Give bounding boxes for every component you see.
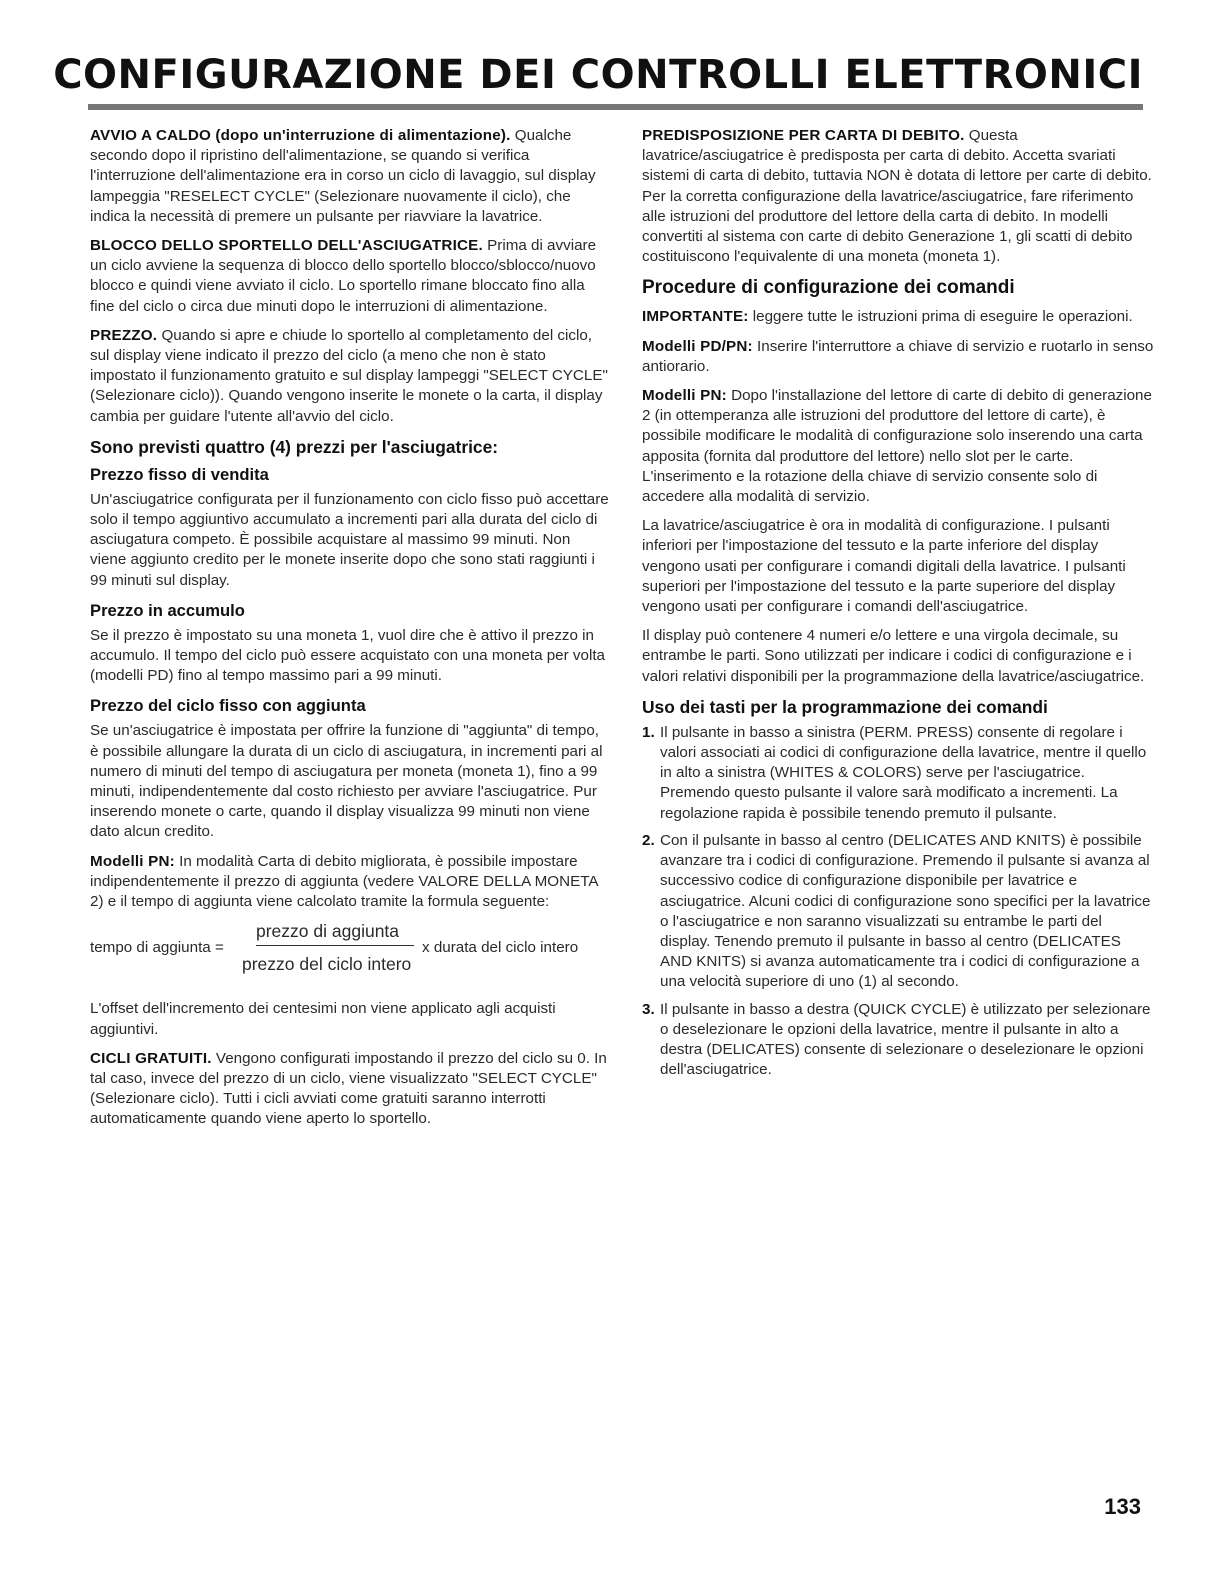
title-rule (88, 104, 1143, 110)
right-column (642, 126, 1154, 1087)
formula-numerator: prezzo di aggiunta (256, 921, 400, 942)
text-display: Il display può contenere 4 numeri e/o lettere e una virgola decimale, su entrambe le parti. Sono utilizzati per indicare i codici di configurazione e i valori relativi disponibili per la programmazione della lavatrice/asciugatrice. (642, 627, 1145, 685)
lead-prezzo: PREZZO. (90, 326, 158, 344)
text-avvio: Qualche secondo dopo il ripristino dell'alimentazione, se quando si verifica l'interruzione dell'alimentazione era in corso un ciclo di lavaggio, sul display lampeggia "RESELECT CYCLE" (Selezionare nuovamente il ciclo), che indica la necessità di premere un pulsante per riavviare la lavatrice. (90, 127, 596, 225)
text-cicli-gratuiti: Vengono configurati impostando il prezzo del ciclo su 0. In tal caso, invece del prezzo di un ciclo, viene visualizzato "SELECT CYCLE" (Selezionare ciclo). Tutti i cicli avviati come gratuiti saranno interrotti automaticamente quando viene aperto lo sportello. (90, 1049, 607, 1128)
paragraph-importante (642, 307, 1154, 327)
step-number: 3. (642, 1000, 655, 1018)
lead-cicli-gratuiti: CICLI GRATUITI. (90, 1049, 212, 1067)
paragraph-blocco (90, 236, 610, 317)
heading-prezzo-aggiunta: Prezzo del ciclo fisso con aggiunta (90, 696, 366, 716)
heading-prezzo-accumulo: Prezzo in accumulo (90, 600, 245, 620)
formula (90, 921, 610, 977)
page-title: CONFIGURAZIONE DEI CONTROLLI ELETTRONICI (53, 52, 1143, 98)
text-offset: L'offset dell'incremento dei centesimi non viene applicato agli acquisti aggiuntivi. (90, 1000, 556, 1038)
paragraph-pdpn (642, 337, 1154, 377)
text-prezzo-aggiunta: Se un'asciugatrice è impostata per offrire la funzione di "aggiunta" di tempo, è possibile allungare la durata di un ciclo di asciugatura, in incrementi pari al numero di minuti del tempo di asciugatura per moneta (moneta 1), fino a 99 minuti, indipendentemente dal costo richiesto per avviare l'asciugatrice. Pur inserendo monete o carte, quando il display visualizza 99 minuti non viene dato alcun credito. (90, 722, 603, 841)
paragraph-modelli-pn (90, 852, 610, 913)
page-number: 133 (1104, 1494, 1141, 1519)
formula-lhs: tempo di aggiunta = (90, 939, 224, 957)
heading-prezzi: Sono previsti quattro (4) prezzi per l'asciugatrice: (90, 436, 499, 457)
text-prezzo-fisso: Un'asciugatrice configurata per il funzionamento con ciclo fisso può accettare solo il tempo aggiuntivo accumulato a incrementi pari alla durata del ciclo di asciugatura competo. È possibile acquistare al massimo 99 minuti. Non viene aggiunto credito per le monete inserite dopo che sono stati raggiunti i 99 minuti sul display. (90, 490, 609, 589)
list-item (642, 1000, 1154, 1081)
lead-modelli-pn: Modelli PN: (90, 852, 175, 870)
heading-tasti: Uso dei tasti per la programmazione dei comandi (642, 696, 1048, 717)
paragraph-avvio (90, 126, 610, 227)
list-item (642, 723, 1154, 824)
step-text: Con il pulsante in basso al centro (DELICATES AND KNITS) è possibile avanzare tra i codici di configurazione. Premendo il pulsante si avanza al successivo codice di configurazione disponibile per lavatrice e asciugatrice. Alcuni codici di configurazione sono specifici per la lavatrice o l'asciugatrice e non saranno visualizzati su entrambe le parti del display. Tenendo premuto il pulsante in basso al centro (DELICATES AND KNITS) si avanza automaticamente tra i codici di configurazione a una velocità superiore di uno (1) al secondo. (660, 831, 1151, 991)
step-text: Il pulsante in basso a sinistra (PERM. PRESS) consente di regolare i valori associati ai codici di configurazione della lavatrice, mentre il quello in alto a sinistra (WHITES & COLORS) serve per l'asciugatrice. Premendo questo pulsante il valore sarà modificato a incrementi. La regolazione rapida è possibile tenendo premuto il pulsante. (660, 723, 1147, 822)
paragraph-prezzo (90, 326, 610, 427)
formula-denominator: prezzo del ciclo intero (242, 954, 412, 975)
text-prezzo: Quando si apre e chiude lo sportello al completamento del ciclo, sul display viene indicato il prezzo del ciclo (a meno che non è stato impostato il funzionamento gratuito e sul display lampeggi "SELECT CYCLE" (Selezionare ciclo)). Quando vengono inserite le monete o la carta, il display cambia per guidare l'utente all'avvio del ciclo. (90, 326, 608, 425)
text-modalita: La lavatrice/asciugatrice è ora in modalità di configurazione. I pulsanti inferiori per l'impostazione del tessuto e la parte inferiore del display vengono usati per configurare i comandi digitali della lavatrice. I pulsanti superiori per l'impostazione del tessuto e la parte superiore del display vengono usati per configurare i comandi dell'asciugatrice. (642, 517, 1126, 616)
heading-prezzo-fisso: Prezzo fisso di vendita (90, 464, 269, 484)
lead-importante: IMPORTANTE: (642, 308, 749, 326)
heading-procedure: Procedure di configurazione dei comandi (642, 277, 1015, 299)
lead-pdpn: Modelli PD/PN: (642, 337, 753, 355)
step-number: 1. (642, 723, 655, 741)
step-text: Il pulsante in basso a destra (QUICK CYCLE) è utilizzato per selezionare o deselezionare le opzioni della lavatrice, mentre il pulsante in alto a destra (DELICATES) consente di selezionare o deselezionare le opzioni dell'asciugatrice. (660, 1000, 1151, 1079)
step-number: 2. (642, 831, 655, 849)
formula-rhs: x durata del ciclo intero (422, 939, 579, 957)
lead-avvio: AVVIO A CALDO (dopo un'interruzione di alimentazione). (90, 127, 511, 144)
text-modelli-pn: In modalità Carta di debito migliorata, è possibile impostare indipendentemente il prezzo di aggiunta (vedere VALORE DELLA MONETA 2) e il tempo di aggiunta viene calcolato tramite la formula seguente: (90, 852, 598, 911)
list-item (642, 831, 1154, 993)
paragraph-cicli-gratuiti (90, 1049, 610, 1130)
left-column (90, 126, 610, 1139)
text-blocco: Prima di avviare un ciclo avviene la sequenza di blocco dello sportello blocco/sblocco/nuovo blocco e quindi viene avviato il ciclo. Lo sportello rimane bloccato fino alla fine del ciclo o circa due minuti dopo le interruzioni di alimentazione. (90, 237, 597, 315)
text-importante: leggere tutte le istruzioni prima di eseguire le operazioni. (752, 308, 1133, 326)
formula-fraction-bar (256, 945, 414, 946)
paragraph-debito (642, 126, 1154, 267)
lead-debito: PREDISPOSIZIONE PER CARTA DI DEBITO. (642, 127, 965, 144)
text-debito: Questa lavatrice/asciugatrice è predisposta per carta di debito. Accetta svariati sistemi di carta di debito, tuttavia NON è dotata di lettore per carte di debito. Per la corretta configurazione della lavatrice/asciugatrice, fare riferimento alle istruzioni del produttore del lettore della carta di debito. In modelli convertiti al sistema con carte di debito Generazione 1, gli scatti di debito costituiscono l'equivalente di una moneta (moneta 1). (642, 127, 1152, 266)
lead-blocco: BLOCCO DELLO SPORTELLO DELL'ASCIUGATRICE. (90, 237, 483, 255)
paragraph-pn (642, 386, 1154, 507)
steps-list (642, 723, 1154, 1080)
lead-pn: Modelli PN: (642, 387, 727, 405)
text-prezzo-accumulo: Se il prezzo è impostato su una moneta 1, vuol dire che è attivo il prezzo in accumulo. Il tempo del ciclo può essere acquistato con una moneta per volta (modelli PD) fino al tempo massimo pari a 99 minuti. (90, 626, 605, 685)
text-pn: Dopo l'installazione del lettore di carte di debito di generazione 2 (in ottemperanza alle istruzioni del produttore del lettore di carte), è possibile modificare le modalità di configurazione solo inserendo una carta apposita (fornita dal produttore del lettore) nello slot per le carte. L'inserimento e la rotazione della chiave di servizio consente solo di accedere alla modalità di servizio. (642, 387, 1152, 506)
text-pdpn: Inserire l'interruttore a chiave di servizio e ruotarlo in senso antiorario. (642, 337, 1154, 375)
